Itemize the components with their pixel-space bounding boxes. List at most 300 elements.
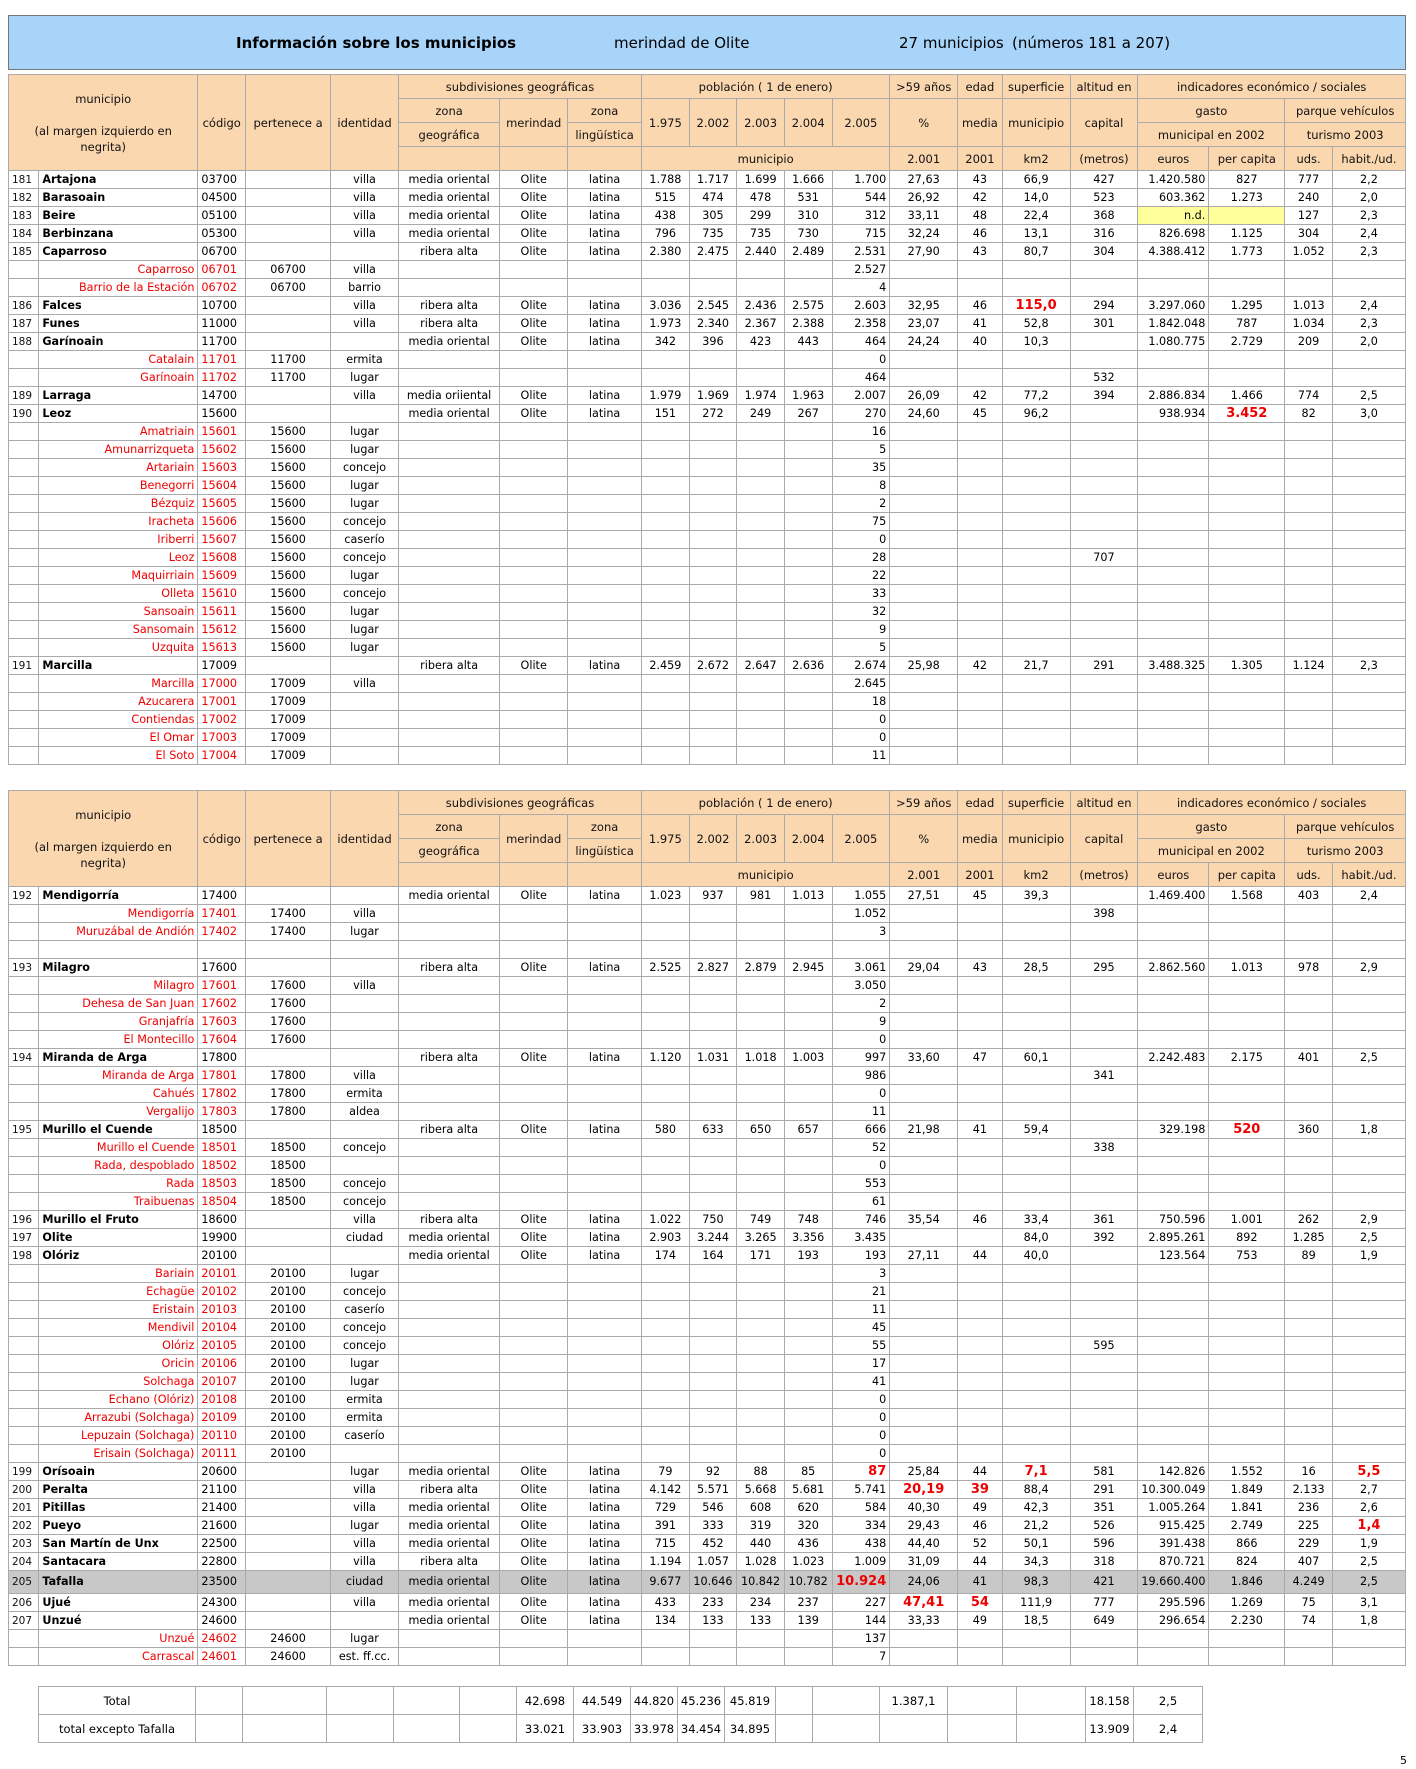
cell — [890, 1301, 958, 1319]
cell — [246, 171, 331, 189]
cell — [958, 261, 1003, 279]
cell: 398 — [1070, 905, 1138, 923]
cell — [500, 1031, 568, 1049]
cell — [1209, 1301, 1285, 1319]
cell: 3.244 — [689, 1229, 737, 1247]
cell: 1.023 — [784, 1553, 832, 1571]
cell: 295 — [1070, 959, 1138, 977]
cell — [689, 261, 737, 279]
cell — [9, 1427, 39, 1445]
cell: Olleta — [39, 585, 198, 603]
year-header: 2.003 — [737, 99, 785, 147]
cell — [568, 1648, 642, 1666]
cell — [1070, 531, 1138, 549]
cell — [890, 459, 958, 477]
cell: villa — [331, 315, 399, 333]
cell — [642, 711, 690, 729]
cell: 21600 — [198, 1517, 246, 1535]
cell — [689, 923, 737, 941]
cell: Olóriz — [39, 1247, 198, 1265]
cell: 182 — [9, 189, 39, 207]
cell — [1070, 1409, 1138, 1427]
cell: 15609 — [198, 567, 246, 585]
cell: 45 — [958, 405, 1003, 423]
cell: 474 — [689, 189, 737, 207]
cell: 2.886.834 — [1138, 387, 1209, 405]
habit-header: habit./ud. — [1332, 147, 1405, 171]
cell — [9, 693, 39, 711]
cell — [246, 315, 331, 333]
total-excl-value: 34.454 — [678, 1715, 725, 1743]
cell: 15600 — [246, 585, 331, 603]
municipality-row — [9, 1481, 1406, 1499]
cell: 291 — [1070, 1481, 1138, 1499]
total-value: 42.698 — [517, 1687, 574, 1715]
cell: 10.646 — [689, 1571, 737, 1594]
cell — [689, 941, 737, 959]
cell — [689, 1031, 737, 1049]
cell: Bariain — [39, 1265, 198, 1283]
cell — [331, 887, 399, 905]
cell: latina — [568, 1229, 642, 1247]
cell — [500, 351, 568, 369]
cell: 15612 — [198, 621, 246, 639]
cell — [958, 477, 1003, 495]
cell: Murillo el Cuende — [39, 1121, 198, 1139]
cell: 7 — [832, 1648, 890, 1666]
cell: Olite — [500, 315, 568, 333]
cell: latina — [568, 1535, 642, 1553]
cell: latina — [568, 297, 642, 315]
cell: 236 — [1285, 1499, 1333, 1517]
cell: 715 — [642, 1535, 690, 1553]
cell: 316 — [1070, 225, 1138, 243]
cell — [500, 639, 568, 657]
cell: 10.842 — [737, 1571, 785, 1594]
cell: 17803 — [198, 1103, 246, 1121]
cell: ribera alta — [398, 1211, 499, 1229]
cell: ermita — [331, 1085, 399, 1103]
cell — [1332, 711, 1405, 729]
cell — [737, 459, 785, 477]
cell — [737, 729, 785, 747]
cell: 523 — [1070, 189, 1138, 207]
cell — [890, 1103, 958, 1121]
cell — [246, 405, 331, 423]
cell — [890, 639, 958, 657]
cell: lugar — [331, 441, 399, 459]
cell: est. ff.cc. — [331, 1648, 399, 1666]
cell — [890, 1085, 958, 1103]
cell — [1285, 1391, 1333, 1409]
cell — [500, 1085, 568, 1103]
cell — [1002, 639, 1070, 657]
cell: 164 — [689, 1247, 737, 1265]
pob-municipio-header: municipio — [642, 863, 890, 887]
cell — [1138, 1337, 1209, 1355]
cell: 531 — [784, 189, 832, 207]
cell: 15604 — [198, 477, 246, 495]
superficie-header: superficie — [1002, 791, 1070, 815]
cell — [958, 495, 1003, 513]
cell — [1332, 1319, 1405, 1337]
cell: 2,5 — [1332, 1571, 1405, 1594]
cell — [1332, 1445, 1405, 1463]
cell — [1332, 1337, 1405, 1355]
cell — [737, 747, 785, 765]
cell — [9, 1301, 39, 1319]
cell: 351 — [1070, 1499, 1138, 1517]
cell — [500, 621, 568, 639]
cell — [1285, 261, 1333, 279]
cell — [198, 941, 246, 959]
cell: Murillo el Fruto — [39, 1211, 198, 1229]
cell — [958, 279, 1003, 297]
year-header: 1.975 — [642, 99, 690, 147]
cell — [958, 1157, 1003, 1175]
cell — [642, 1265, 690, 1283]
cell — [500, 1409, 568, 1427]
cell: concejo — [331, 1175, 399, 1193]
cell: 5 — [832, 639, 890, 657]
cell: 2,9 — [1332, 1211, 1405, 1229]
cell — [1070, 1013, 1138, 1031]
cell: 20100 — [246, 1301, 331, 1319]
cell — [1002, 923, 1070, 941]
edad-media-header: media — [958, 99, 1003, 147]
cell: concejo — [331, 585, 399, 603]
total-excl-value: 33.903 — [574, 1715, 631, 1743]
cell: 35,54 — [890, 1211, 958, 1229]
cell — [1332, 1373, 1405, 1391]
cell: 06700 — [198, 243, 246, 261]
cell — [642, 531, 690, 549]
cell — [9, 459, 39, 477]
cell: 17009 — [246, 729, 331, 747]
cell — [1070, 1355, 1138, 1373]
cell — [642, 1139, 690, 1157]
cell: 452 — [689, 1535, 737, 1553]
cell — [1002, 1103, 1070, 1121]
cell — [1209, 1175, 1285, 1193]
subdivision-row — [9, 1391, 1406, 1409]
cell: 18500 — [246, 1193, 331, 1211]
cell: 584 — [832, 1499, 890, 1517]
cell: 24,24 — [890, 333, 958, 351]
cell: 1.717 — [689, 171, 737, 189]
cell — [1002, 1337, 1070, 1355]
cell: 10,3 — [1002, 333, 1070, 351]
cell — [642, 1301, 690, 1319]
cell — [958, 441, 1003, 459]
cell: Olite — [500, 297, 568, 315]
year-header: 2.005 — [832, 99, 890, 147]
cell — [9, 1139, 39, 1157]
cell: 2.575 — [784, 297, 832, 315]
cell: 2,6 — [1332, 1499, 1405, 1517]
cell — [1138, 1157, 1209, 1175]
cell: 13,1 — [1002, 225, 1070, 243]
subdivision-row — [9, 1175, 1406, 1193]
cell — [568, 711, 642, 729]
cell — [1285, 1427, 1333, 1445]
cell — [398, 477, 499, 495]
cell: 546 — [689, 1499, 737, 1517]
cell — [331, 1612, 399, 1630]
cell: 20100 — [246, 1373, 331, 1391]
cell: Olite — [500, 1121, 568, 1139]
municipality-row — [9, 207, 1406, 225]
cell — [1209, 1391, 1285, 1409]
cell: Olite — [500, 1571, 568, 1594]
cell — [500, 423, 568, 441]
cell — [1138, 1373, 1209, 1391]
cell: 133 — [689, 1612, 737, 1630]
cell — [568, 1157, 642, 1175]
municipality-row — [9, 1229, 1406, 1247]
cell — [1285, 531, 1333, 549]
cell: media oriental — [398, 1229, 499, 1247]
cell: 16 — [1285, 1463, 1333, 1481]
cell — [1332, 729, 1405, 747]
cell — [689, 639, 737, 657]
sup-municipio-header: municipio — [1002, 99, 1070, 147]
cell — [1332, 675, 1405, 693]
cell — [958, 711, 1003, 729]
cell: 33,60 — [890, 1049, 958, 1067]
cell — [890, 729, 958, 747]
municipios-table-1 — [8, 74, 1406, 765]
cell: villa — [331, 207, 399, 225]
cell — [1138, 675, 1209, 693]
cell: Echagüe — [39, 1283, 198, 1301]
cell — [500, 941, 568, 959]
cell: media oriental — [398, 1247, 499, 1265]
cell: 2.175 — [1209, 1049, 1285, 1067]
cell — [784, 1319, 832, 1337]
cell: 1.273 — [1209, 189, 1285, 207]
cell: 55 — [832, 1337, 890, 1355]
cell — [1002, 621, 1070, 639]
cell — [689, 1067, 737, 1085]
cell: 15607 — [198, 531, 246, 549]
cell: 22800 — [198, 1553, 246, 1571]
cell — [1138, 513, 1209, 531]
cell — [958, 603, 1003, 621]
cell: 52,8 — [1002, 315, 1070, 333]
cell: 202 — [9, 1517, 39, 1535]
cell — [568, 729, 642, 747]
cell: 229 — [1285, 1535, 1333, 1553]
cell — [737, 977, 785, 995]
cell: 41 — [958, 1571, 1003, 1594]
cell — [784, 1067, 832, 1085]
cell: 1.057 — [689, 1553, 737, 1571]
cell: 0 — [832, 1085, 890, 1103]
cell — [1285, 1175, 1333, 1193]
uds-header: uds. — [1285, 147, 1333, 171]
cell — [500, 1337, 568, 1355]
cell: lugar — [331, 495, 399, 513]
cell — [568, 495, 642, 513]
cell: 1.466 — [1209, 387, 1285, 405]
cell — [890, 905, 958, 923]
cell — [500, 977, 568, 995]
subdivision-row — [9, 279, 1406, 297]
cell: 17600 — [246, 1031, 331, 1049]
cell: Mendivil — [39, 1319, 198, 1337]
cell — [246, 1463, 331, 1481]
cell — [1209, 1283, 1285, 1301]
cell: 4.142 — [642, 1481, 690, 1499]
cell — [642, 747, 690, 765]
cell — [890, 1193, 958, 1211]
cell: latina — [568, 887, 642, 905]
alt-capital-header: capital — [1070, 815, 1138, 863]
cell — [500, 1265, 568, 1283]
cell — [784, 261, 832, 279]
cell — [737, 1337, 785, 1355]
cell — [9, 567, 39, 585]
identidad-header: identidad — [331, 75, 399, 171]
cell: 826.698 — [1138, 225, 1209, 243]
cell: Contiendas — [39, 711, 198, 729]
cell — [500, 1067, 568, 1085]
cell — [784, 711, 832, 729]
subdivision-row — [9, 477, 1406, 495]
cell: 227 — [832, 1594, 890, 1612]
municipality-row — [9, 1211, 1406, 1229]
cell: Miranda de Arga — [39, 1049, 198, 1067]
cell — [500, 603, 568, 621]
cell: Milagro — [39, 977, 198, 995]
cell — [398, 369, 499, 387]
cell — [737, 261, 785, 279]
cell: 360 — [1285, 1121, 1333, 1139]
cell: 735 — [689, 225, 737, 243]
cell: concejo — [331, 1319, 399, 1337]
cell — [1138, 1301, 1209, 1319]
cell — [642, 423, 690, 441]
cell: latina — [568, 333, 642, 351]
cell: 17400 — [198, 887, 246, 905]
subdivision-row — [9, 1373, 1406, 1391]
cell — [689, 1373, 737, 1391]
cell: 46 — [958, 297, 1003, 315]
cell: 34,3 — [1002, 1553, 1070, 1571]
cell: 209 — [1285, 333, 1333, 351]
cell — [642, 1337, 690, 1355]
cell — [1285, 1085, 1333, 1103]
cell: villa — [331, 261, 399, 279]
cell: media oriental — [398, 333, 499, 351]
cell — [9, 675, 39, 693]
cell — [958, 639, 1003, 657]
total-excluding-tafalla-row — [39, 1715, 1203, 1743]
cell — [737, 1630, 785, 1648]
cell — [9, 639, 39, 657]
cell — [1209, 549, 1285, 567]
cell — [246, 189, 331, 207]
cell — [642, 369, 690, 387]
cell — [1138, 1391, 1209, 1409]
cell — [9, 513, 39, 531]
cell: lugar — [331, 423, 399, 441]
cell — [642, 1067, 690, 1085]
cell: 0 — [832, 1409, 890, 1427]
cell — [398, 747, 499, 765]
cell — [784, 1013, 832, 1031]
cell — [1332, 261, 1405, 279]
cell — [1002, 1648, 1070, 1666]
cell — [246, 1594, 331, 1612]
cell — [9, 531, 39, 549]
cell — [1138, 1319, 1209, 1337]
cell: 42 — [958, 657, 1003, 675]
cell — [1209, 905, 1285, 923]
cell: Olite — [500, 405, 568, 423]
cell: media oriental — [398, 1571, 499, 1594]
cell: latina — [568, 243, 642, 261]
cell: Olite — [500, 887, 568, 905]
cell: 272 — [689, 405, 737, 423]
cell: 1.974 — [737, 387, 785, 405]
cell: 59,4 — [1002, 1121, 1070, 1139]
cell — [737, 603, 785, 621]
cell — [958, 549, 1003, 567]
cell — [1070, 513, 1138, 531]
cell: 18500 — [246, 1175, 331, 1193]
number-range: (números 181 a 207) — [1012, 34, 1171, 52]
euros-header: euros — [1138, 863, 1209, 887]
cell: 17600 — [246, 977, 331, 995]
cell — [1285, 977, 1333, 995]
cell — [784, 639, 832, 657]
cell: Cahués — [39, 1085, 198, 1103]
cell — [500, 1157, 568, 1175]
cell: barrio — [331, 279, 399, 297]
cell — [1209, 747, 1285, 765]
cell — [1285, 711, 1333, 729]
cell: 17009 — [246, 675, 331, 693]
cell: Lepuzain (Solchaga) — [39, 1427, 198, 1445]
cell: 0 — [832, 531, 890, 549]
cell: lugar — [331, 923, 399, 941]
cell — [784, 495, 832, 513]
cell: 15611 — [198, 603, 246, 621]
cell — [1285, 905, 1333, 923]
cell — [737, 1157, 785, 1175]
cell: 1.700 — [832, 171, 890, 189]
cell — [958, 1301, 1003, 1319]
subdivision-row — [9, 1193, 1406, 1211]
subdivision-row — [9, 977, 1406, 995]
cell — [1002, 1067, 1070, 1085]
cell: latina — [568, 1571, 642, 1594]
cell — [1070, 1373, 1138, 1391]
cell — [784, 621, 832, 639]
cell: 17002 — [198, 711, 246, 729]
cell — [1070, 747, 1138, 765]
cell: 7,1 — [1002, 1463, 1070, 1481]
cell — [1138, 351, 1209, 369]
cell: ciudad — [331, 1229, 399, 1247]
year-header: 2.004 — [784, 815, 832, 863]
cell — [246, 1121, 331, 1139]
cell: 29,04 — [890, 959, 958, 977]
cell: 31,09 — [890, 1553, 958, 1571]
cell: 193 — [784, 1247, 832, 1265]
